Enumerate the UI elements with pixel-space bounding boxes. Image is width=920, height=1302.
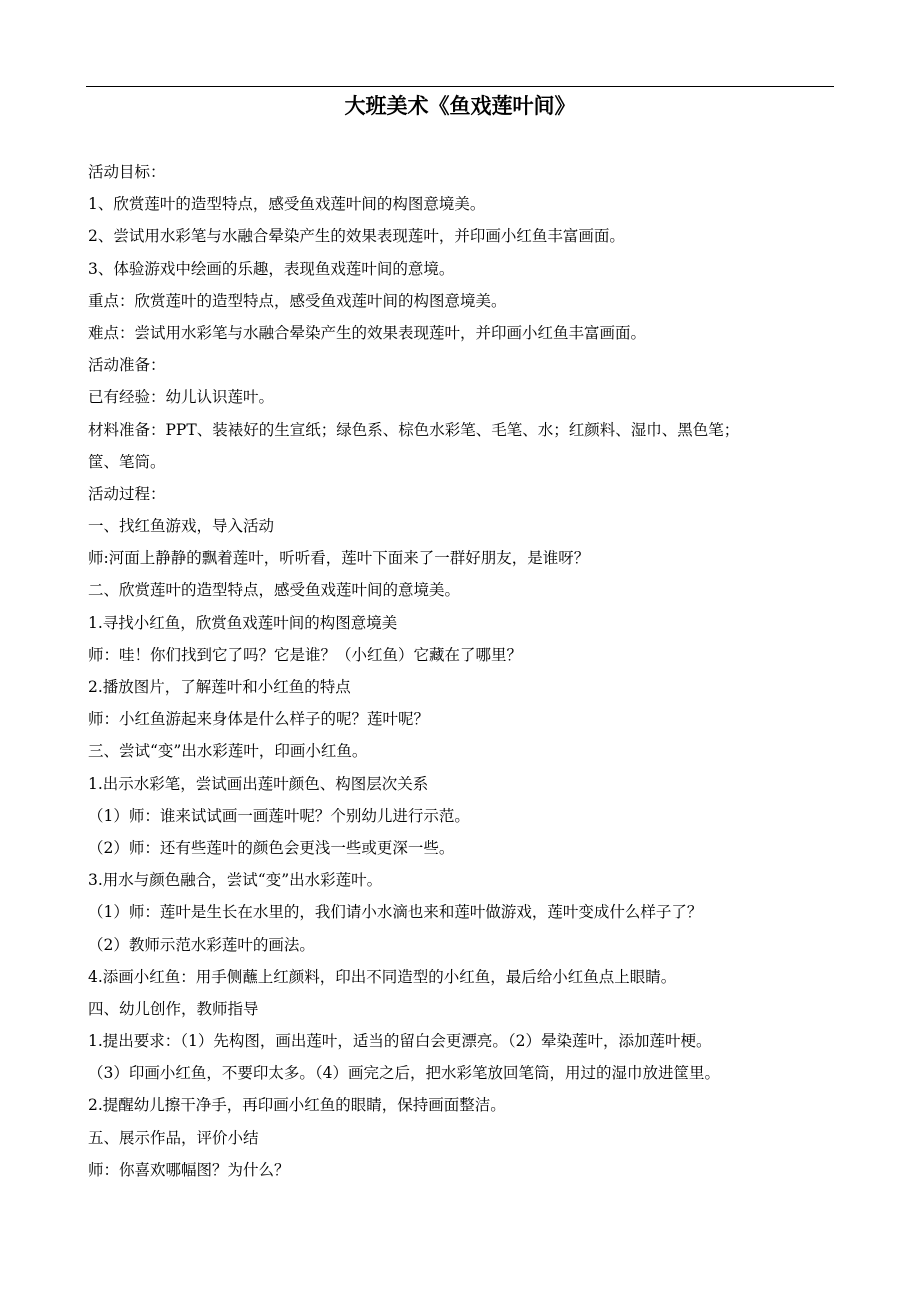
text-line: （1）师：谁来试试画一画莲叶呢？个别幼儿进行示范。	[88, 806, 470, 825]
text-line: 3.用水与颜色融合，尝试“变”出水彩莲叶。	[88, 871, 383, 890]
text-line: 活动目标：	[88, 163, 166, 181]
text-line: 1.出示水彩笔，尝试画出莲叶颜色、构图层次关系	[88, 774, 429, 793]
text-line: （3）印画小红鱼，不要印太多。（4）画完之后，把水彩笔放回笔筒，用过的湿巾放进筐里。	[88, 1064, 720, 1083]
text-line: 1.寻找小红鱼，欣赏鱼戏莲叶间的构图意境美	[88, 613, 398, 632]
text-line: （1）师：莲叶是生长在水里的，我们请小水滴也来和莲叶做游戏，莲叶变成什么样子了？	[88, 903, 703, 922]
text-line: （2）教师示范水彩莲叶的画法。	[88, 935, 315, 954]
text-line: 2.播放图片，了解莲叶和小红鱼的特点	[88, 678, 351, 696]
text-line: 活动过程：	[88, 484, 166, 503]
text-line: 筐、笔筒。	[88, 452, 166, 471]
text-line: （2）师：还有些莲叶的颜色会更浅一些或更深一些。	[88, 838, 455, 857]
text-line: 重点：欣赏莲叶的造型特点，感受鱼戏莲叶间的构图意境美。	[88, 291, 507, 310]
text-line: 师：哇！你们找到它了吗？它是谁？（小红鱼）它藏在了哪里？	[88, 645, 523, 664]
text-line: 2.提醒幼儿擦干净手，再印画小红鱼的眼睛，保持画面整洁。	[88, 1096, 506, 1115]
text-line: 材料准备：PPT、装裱好的生宣纸；绿色系、棕色水彩笔、毛笔、水；红颜料、湿巾、黑色笔；	[88, 420, 740, 439]
text-line: 四、幼儿创作，教师指导	[88, 999, 259, 1018]
text-line: 师：你喜欢哪幅图？为什么？	[88, 1160, 290, 1179]
text-line: 1、欣赏莲叶的造型特点，感受鱼戏莲叶间的构图意境美。	[88, 195, 486, 214]
text-line: 2、尝试用水彩笔与水融合晕染产生的效果表现莲叶，并印画小红鱼丰富画面。	[88, 227, 625, 246]
document-title: 大班美术《鱼戏莲叶间》	[344, 94, 576, 118]
text-line: 4.添画小红鱼：用手侧蘸上红颜料，印出不同造型的小红鱼，最后给小红鱼点上眼睛。	[88, 967, 677, 986]
text-line: 3、体验游戏中绘画的乐趣，表现鱼戏莲叶间的意境。	[88, 259, 455, 278]
text-line: 师：小红鱼游起来身体是什么样子的呢？莲叶呢？	[88, 710, 430, 729]
text-line: 二、欣赏莲叶的造型特点，感受鱼戏莲叶间的意境美。	[88, 581, 461, 600]
header-rule	[86, 86, 834, 87]
text-line: 三、尝试“变”出水彩莲叶，印画小红鱼。	[88, 742, 368, 761]
document-body	[88, 156, 848, 1186]
text-line: 难点：尝试用水彩笔与水融合晕染产生的效果表现莲叶，并印画小红鱼丰富画面。	[88, 323, 647, 342]
text-line: 已有经验：幼儿认识莲叶。	[88, 388, 275, 407]
text-line: 活动准备：	[88, 356, 166, 375]
text-line: 五、展示作品，评价小结	[88, 1128, 259, 1147]
text-line: 1.提出要求：（1）先构图，画出莲叶，适当的留白会更漂亮。（2）晕染莲叶，添加莲叶梗。	[88, 1032, 712, 1051]
text-line: 一、找红鱼游戏，导入活动	[88, 517, 275, 536]
text-line: 师:河面上静静的飘着莲叶，听听看，莲叶下面来了一群好朋友，是谁呀？	[88, 549, 590, 568]
